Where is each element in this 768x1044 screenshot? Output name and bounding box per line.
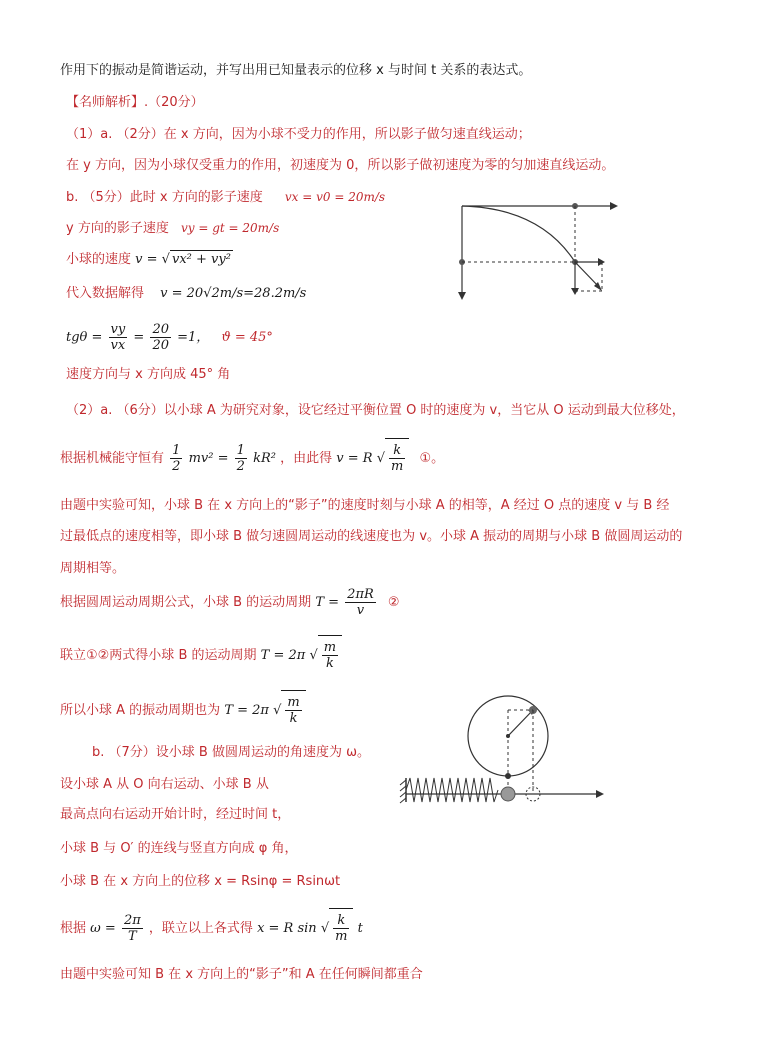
start-line-2: 最高点向右运动开始计时，经过时间 t， [60,807,291,822]
part2b-line: b. （7分）设小球 B 做圆周运动的角速度为 ω。 [92,745,370,760]
frac-20-20 [150,322,171,353]
two-pi: 2π [123,913,141,928]
solution-heading: 【名师解析】.（20分） [66,95,204,110]
speed-radicand: vx² + vy² [171,252,231,267]
v-den: v [356,603,365,618]
substitute-text: 代入数据解得 [66,286,145,301]
theta-value: ϑ = 45° [221,330,273,345]
eq-marker-1: ①。 [419,451,445,466]
half-1-num: 1 [172,443,181,458]
t-var: t [357,921,363,936]
part1a-line: （1）a. （2分）在 x 方向，因为小球不受力的作用，所以影子做匀速直线运动； [66,127,531,142]
ball-a [501,787,515,801]
shadow-line-3: 周期相等。 [60,561,126,576]
equals: = [133,330,145,345]
part1b-text: b. （5分）此时 x 方向的影子速度 [66,190,263,205]
half-2-den: 2 [236,459,245,474]
lowest-point [505,773,511,779]
conclusion-line: 由题中实验可知 B 在 x 方向上的“影子”和 A 在任何瞬间都重合 [60,967,423,982]
tan-lhs: tgθ = [66,330,103,345]
half-2 [235,443,247,474]
kinetic-term: mv² = [188,451,229,466]
m-num-1: m [323,640,337,655]
period-lhs: T = [315,595,340,610]
combine-text: 联立①②两式得小球 B 的运动周期 [60,648,257,663]
period-a-line [60,690,306,731]
speed-text: 小球的速度 [66,252,132,267]
period-a-sqrt: √ $\frac{m}{k}$ [273,690,306,731]
period-a-lhs: T = 2π [224,703,269,718]
m-den-2: m [335,929,348,944]
period-formula-text: 根据圆周运动周期公式，小球 B 的运动周期 [60,595,312,610]
k-den-1: k [325,656,334,671]
combine-lhs: T = 2π [260,648,306,663]
frac-den-20: 20 [152,338,169,353]
combine-sqrt: √ $\frac{m}{k}$ [309,635,342,676]
hence-text: ，由此得 [280,451,333,466]
projectile-diagram [450,196,620,306]
radius-line [508,710,533,736]
frac-vx: vx [110,338,126,353]
intro-line: 作用下的振动是简谐运动，并写出用已知量表示的位移 x 与时间 t 关系的表达式。 [60,63,532,78]
shadow-line-2: 过最低点的速度相等，即小球 B 做匀速圆周运动的线速度也为 v。小球 A 振动的周期与小球 B 做圆周运动的 [60,529,683,544]
speed-value: v = 20√2m/s=28.2m/s [160,286,307,301]
m-over-k-1 [322,640,338,671]
k-over-m [389,443,405,474]
part1b-line [66,188,385,207]
speed-eq-lhs: v = [135,252,158,267]
spring-circle-diagram [388,690,612,814]
omega-line [60,908,363,949]
wall-hatching [400,780,406,803]
speed-sqrt: √ vx² + vy² [161,252,231,267]
vy-text: y 方向的影子速度 [66,221,169,236]
equals-one: =1， [177,330,210,345]
two-pi-r-over-v [345,587,376,618]
energy-line [60,438,444,479]
energy-text: 根据机械能守恒有 [60,451,165,466]
k-num-2: k [333,913,349,929]
x-axis-arrowhead [596,790,604,798]
t-den: T [128,929,137,944]
speed-line [66,250,233,269]
combine-line [60,635,342,676]
frac-num-20: 20 [152,322,169,337]
shadow-line-1: 由题中实验可知，小球 B 在 x 方向上的“影子”的速度时刻与小球 A 的相等，A 经过 O 点的速度 v 与 B 经 [60,498,670,513]
x-axis-arrow [610,202,618,210]
m-den: m [390,459,404,474]
spring-coil [406,778,498,802]
two-pi-r: 2πR [347,587,374,602]
vy-equation: vy = gt = 20m/s [180,221,280,235]
combine-all-text: ，联立以上各式得 [148,921,253,936]
two-pi-over-t [122,913,143,944]
omega-text: 根据 [60,921,87,936]
angle-line [66,318,273,358]
k-over-m-2 [333,913,349,944]
displacement-line: 小球 B 在 x 方向上的位移 x = Rsinφ = Rsinωt [60,874,341,889]
period-formula-line [60,583,400,623]
half-1 [170,443,182,474]
trajectory-curve [462,206,575,262]
half-2-num: 1 [236,443,245,458]
k-num: k [389,443,405,459]
y-axis-arrow [458,292,466,300]
part2a-line: （2）a. （6分）以小球 A 为研究对象，设它经过平衡位置 O 时的速度为 v，当它从 O 运动到最大位移处， [66,403,685,418]
substitute-line [66,285,306,303]
half-1-den: 2 [172,459,181,474]
frac-vy: vy [110,322,126,337]
direction-line: 速度方向与 x 方向成 45° 角 [66,367,231,382]
frac-vy-vx [109,322,128,353]
x-sqrt: √ $\frac{k}{m}$ [321,908,354,949]
eq-marker-2: ② [387,595,400,610]
x-eq: x = R sin [257,921,317,936]
v-sqrt: √ $\frac{k}{m}$ [377,438,410,479]
m-over-k-2 [285,695,301,726]
start-line-1: 设小球 A 从 O 向右运动、小球 B 从 [60,777,269,792]
vy-line [66,219,279,238]
omega-lhs: ω = [90,921,116,936]
vx-equation: vx = v0 = 20m/s [284,190,386,204]
part1a-y-line: 在 y 方向，因为小球仅受重力的作用，初速度为 0，所以影子做初速度为零的匀加速直线运动。 [66,158,615,173]
k-den-2: k [289,711,298,726]
angle-phi-line: 小球 B 与 O′ 的连线与竖直方向成 φ 角， [60,841,298,856]
m-num-2: m [287,695,300,710]
v-eq: v = R [336,451,373,466]
potential-term: kR² [253,451,276,466]
period-a-text: 所以小球 A 的振动周期也为 [60,703,221,718]
